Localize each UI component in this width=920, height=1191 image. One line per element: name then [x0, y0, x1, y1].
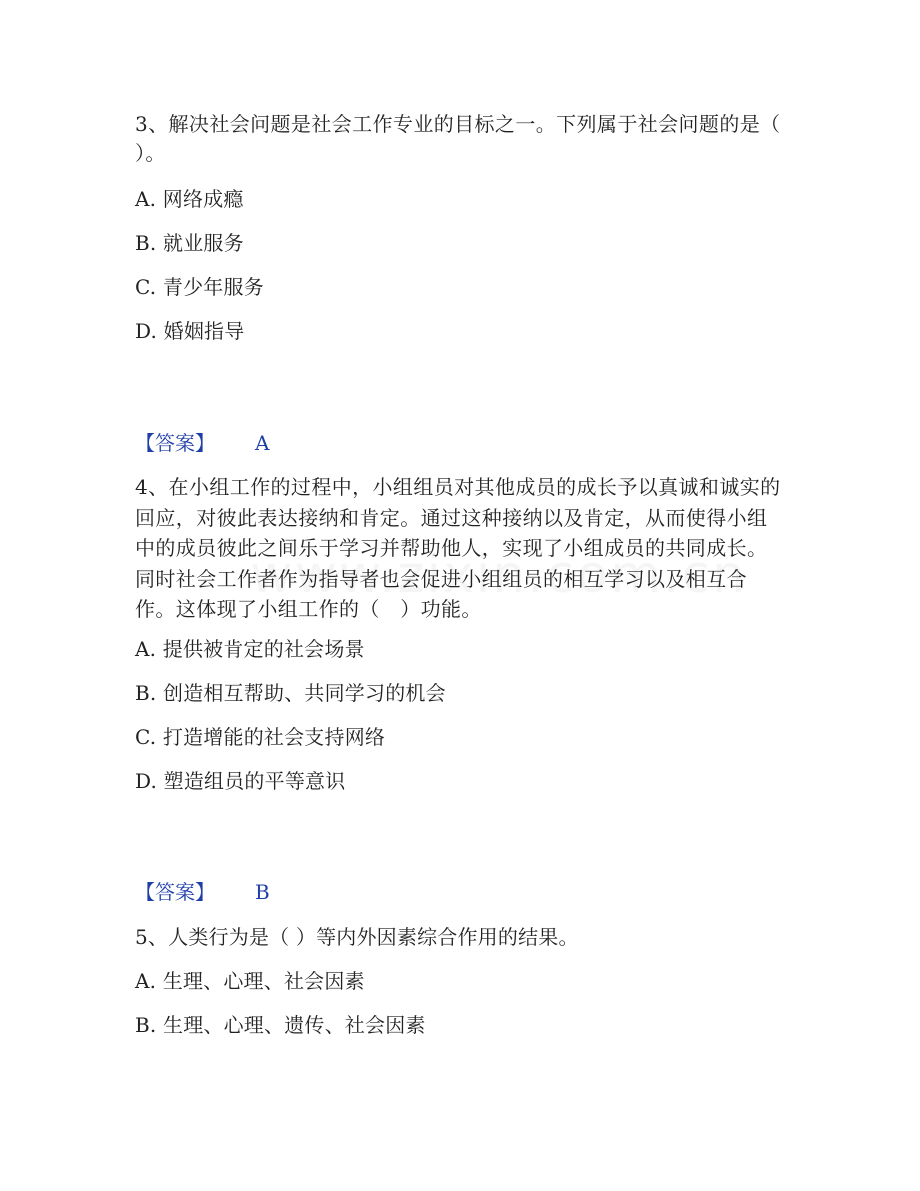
question-5-stem: 5、人类行为是（ ）等内外因素综合作用的结果。: [135, 925, 579, 949]
question-3-stem: 3、解决社会问题是社会工作专业的目标之一。下列属于社会问题的是（ ）。: [135, 112, 781, 165]
question-4-option-d: D. 塑造组员的平等意识: [135, 769, 346, 793]
question-3-option-b: B. 就业服务: [135, 231, 244, 255]
answer-4-label: 【答案】: [135, 880, 215, 904]
question-5-option-a: A. 生理、心理、社会因素: [135, 969, 365, 993]
answer-4-value: B: [255, 880, 270, 904]
question-4-option-c: C. 打造增能的社会支持网络: [135, 725, 386, 749]
question-4-option-a: A. 提供被肯定的社会场景: [135, 637, 365, 661]
question-4-stem: 4、在小组工作的过程中，小组组员对其他成员的成长予以真诚和诚实的回应，对彼此表达接纳和肯定。通过这种接纳以及肯定，从而使得小组中的成员彼此之间乐于学习并帮助他人，实现了小组成员的共同成长。同时社会工作者作为指导者也会促进小组组员的相互学习以及相互合作。这体现了小组工作的（ ）功能。: [135, 475, 781, 621]
answer-4: [135, 878, 270, 906]
question-3-option-d: D. 婚姻指导: [135, 319, 245, 343]
question-5-option-b: B. 生理、心理、遗传、社会因素: [135, 1013, 426, 1037]
question-3-option-a: A. 网络成瘾: [135, 187, 244, 211]
question-4-option-b: B. 创造相互帮助、共同学习的机会: [135, 681, 446, 705]
answer-3-value: A: [255, 431, 270, 455]
answer-3: [135, 429, 269, 457]
question-3-option-c: C. 青少年服务: [135, 275, 264, 299]
answer-3-label: 【答案】: [135, 431, 215, 455]
